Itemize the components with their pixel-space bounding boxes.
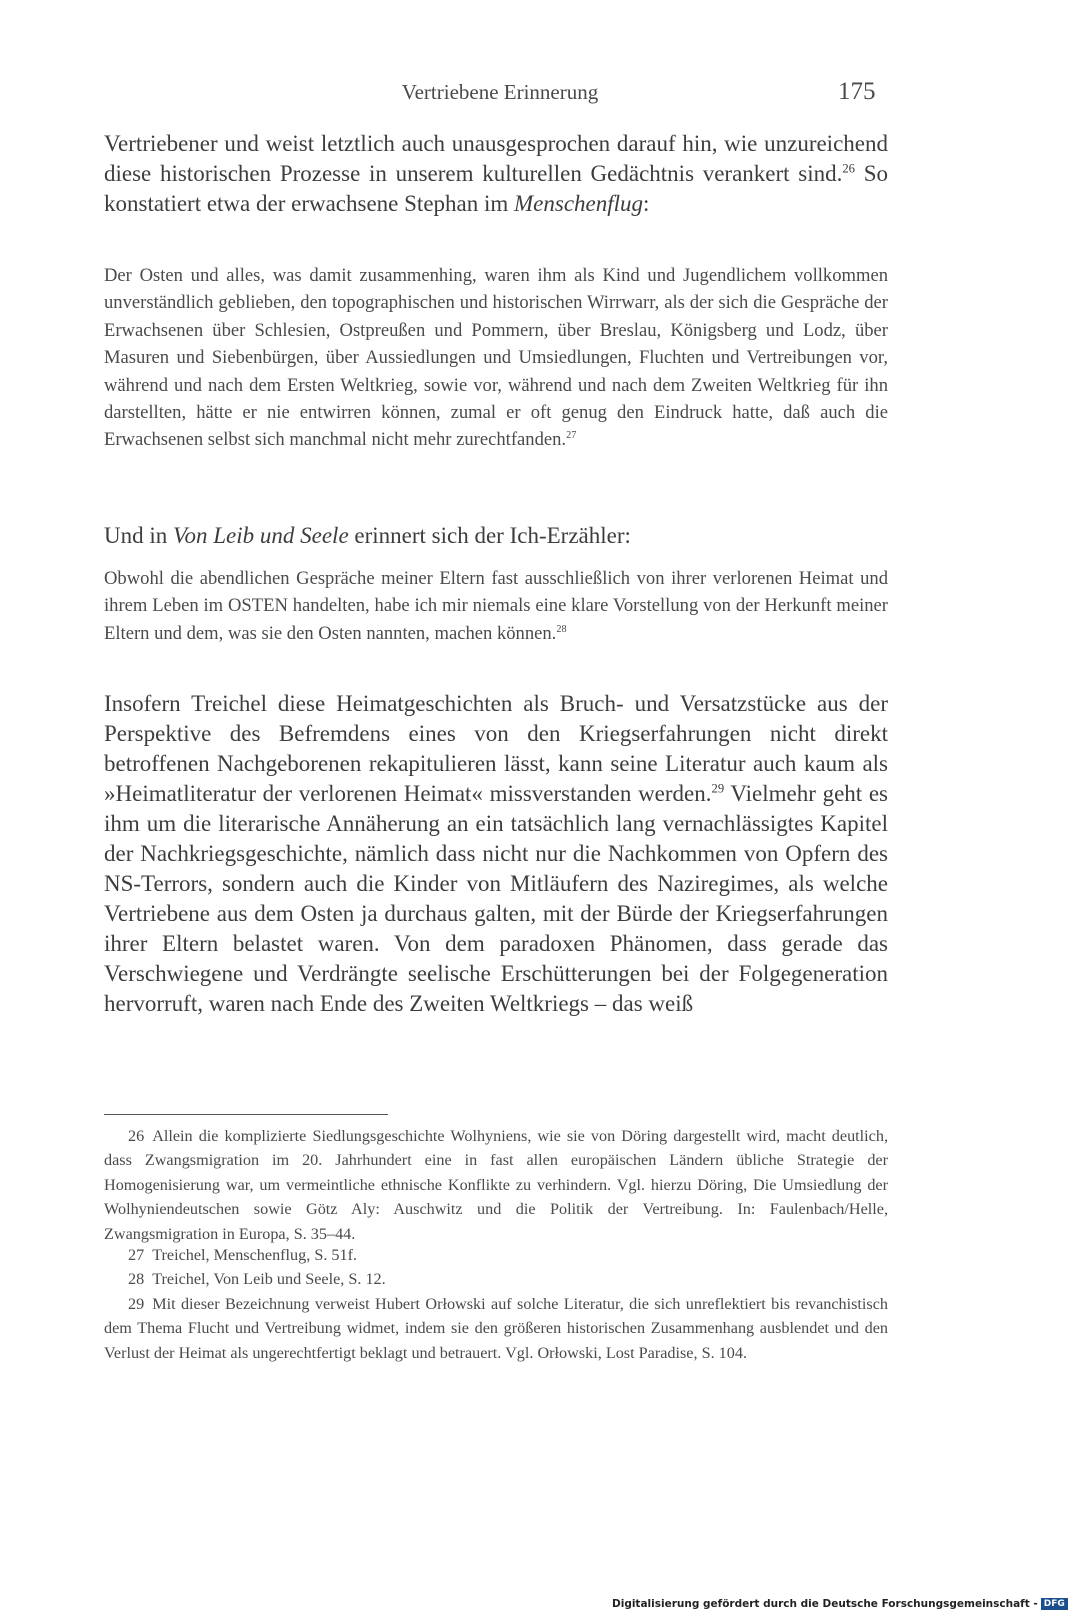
footnote-number: 29: [128, 1295, 145, 1313]
block-quote-2-text: Obwohl die abendlichen Gespräche meiner Eltern fast ausschließlich von ihrer verlorenen Heimat und ihrem Leben im OSTEN handelten, habe ich mir niemals eine klare Vorstellung von der Herkunft meiner Eltern und dem, was sie den Osten nannten, machen können.: [104, 568, 888, 644]
footnote-text: Treichel, Menschenflug, S. 51f.: [152, 1246, 358, 1264]
paragraph-3-text: Insofern Treichel diese Heimatgeschichten als Bruch- und Versatzstücke aus der Perspektive des Befremdens eines von den Kriegserfahrungen nicht direkt betroffenen Nachgeborenen rekapitulieren lässt, kann seine Literatur auch kaum als »Heimatliteratur der verlorenen Heimat« missverstanden werden.: [104, 691, 888, 806]
footnote-text: Allein die komplizierte Siedlungsgeschichte Wolhyniens, wie sie von Döring dargestellt wird, macht deutlich, dass Zwangsmigration im 20. Jahrhundert eine in fast allen europäischen Ländern übliche Strategie der Homogenisierung war, um vermeintliche ethnische Konflikte zu verhindern. Vgl. hierzu Döring, Die Umsiedlung der Wolhyniendeutschen sowie Götz Aly: Auschwitz und die Politik der Vertreibung. In: Faulenbach/Helle, Zwangsmigration in Europa, S. 35–44.: [104, 1127, 888, 1243]
paragraph-1-text: Vertriebener und weist letztlich auch unausgesprochen darauf hin, wie unzureichend diese historischen Prozesse in unserem kulturellen Gedächtnis verankert sind.: [104, 131, 888, 186]
page-number: 175: [838, 78, 876, 105]
footnote-26: [104, 1124, 888, 1246]
footnote-text: Mit dieser Bezeichnung verweist Hubert Orłowski auf solche Literatur, die sich unreflektiert bis revanchistisch dem Thema Flucht und Vertreibung widmet, indem sie den größeren historischen Zusammenhang ausblendet und den Verlust der Heimat als ungerechtfertigt beklagt und betrauert. Vgl. Orłowski, Lost Paradise, S. 104.: [104, 1295, 888, 1362]
footnote-number: 28: [128, 1270, 145, 1288]
paragraph-3-text-cont: Vielmehr geht es ihm um die literarische Annäherung an ein tatsächlich lang vernachlässigtes Kapitel der Nachkriegsgeschichte, nämlich dass nicht nur die Nachkommen von Opfern des NS-Terrors, sondern auch die Kinder von Mitläufern des Naziregimes, als welche Vertriebene aus dem Osten ja durchaus galten, mit der Bürde der Kriegserfahrungen ihrer Eltern belastet waren. Von dem paradoxen Phänomen, dass gerade das Verschwiegene und Verdrängte seelische Erschütterungen bei der Folgegeneration hervorruft, waren nach Ende des Zweiten Weltkriegs – das weiß: [104, 781, 888, 1016]
paragraph-2-text: Und in: [104, 523, 173, 548]
footnote-separator: [104, 1114, 388, 1115]
footnote-ref-27: 27: [566, 430, 577, 442]
digitization-text: Digitalisierung gefördert durch die Deutsche Forschungsgemeinschaft -: [612, 1598, 1038, 1610]
footnote-number: 27: [128, 1246, 145, 1264]
book-title-von-leib-und-seele: Von Leib und Seele: [173, 523, 349, 548]
footnote-text: Treichel, Von Leib und Seele, S. 12.: [152, 1270, 386, 1288]
block-quote-1-text: Der Osten und alles, was damit zusammenhing, waren ihm als Kind und Jugendlichem vollkommen unverständlich geblieben, den topographischen und historischen Wirrwarr, als der sich die Gespräche der Erwachsenen über Schlesien, Ostpreußen und Pommern, über Breslau, Königsberg und Lodz, über Masuren und Siebenbürgen, über Aussiedlungen und Umsiedlungen, Fluchten und Vertreibungen vor, während und nach dem Ersten Weltkrieg, sowie vor, während und nach dem Zweiten Weltkrieg für ihn darstellten, hätte er nie entwirren können, zumal er oft genug den Eindruck hatte, daß auch die Erwachsenen selbst sich manchmal nicht mehr zurechtfanden.: [104, 265, 888, 451]
paragraph-2: [104, 521, 888, 551]
paragraph-1: [104, 129, 888, 219]
book-title-menschenflug: Menschenflug: [514, 191, 644, 216]
footnote-ref-28: 28: [556, 623, 567, 635]
block-quote-1: [104, 262, 888, 454]
footnote-29: [104, 1292, 888, 1365]
paragraph-1-colon: :: [643, 191, 650, 216]
footnote-28: [104, 1267, 888, 1291]
footnote-ref-26: 26: [842, 161, 855, 176]
paragraph-1-text-cont: So konstatiert etwa der erwachsene Stephan im: [104, 161, 888, 216]
block-quote-2: [104, 565, 888, 647]
footnote-27: [104, 1243, 888, 1267]
paragraph-2-text-cont: erinnert sich der Ich-Erzähler:: [348, 523, 631, 548]
footnote-number: 26: [128, 1127, 145, 1145]
footnote-ref-29: 29: [711, 781, 725, 796]
digitization-credit: [612, 1598, 1068, 1610]
dfg-logo: DFG: [1041, 1598, 1068, 1610]
paragraph-3: [104, 689, 888, 1019]
running-header-title: Vertriebene Erinnerung: [401, 80, 599, 104]
